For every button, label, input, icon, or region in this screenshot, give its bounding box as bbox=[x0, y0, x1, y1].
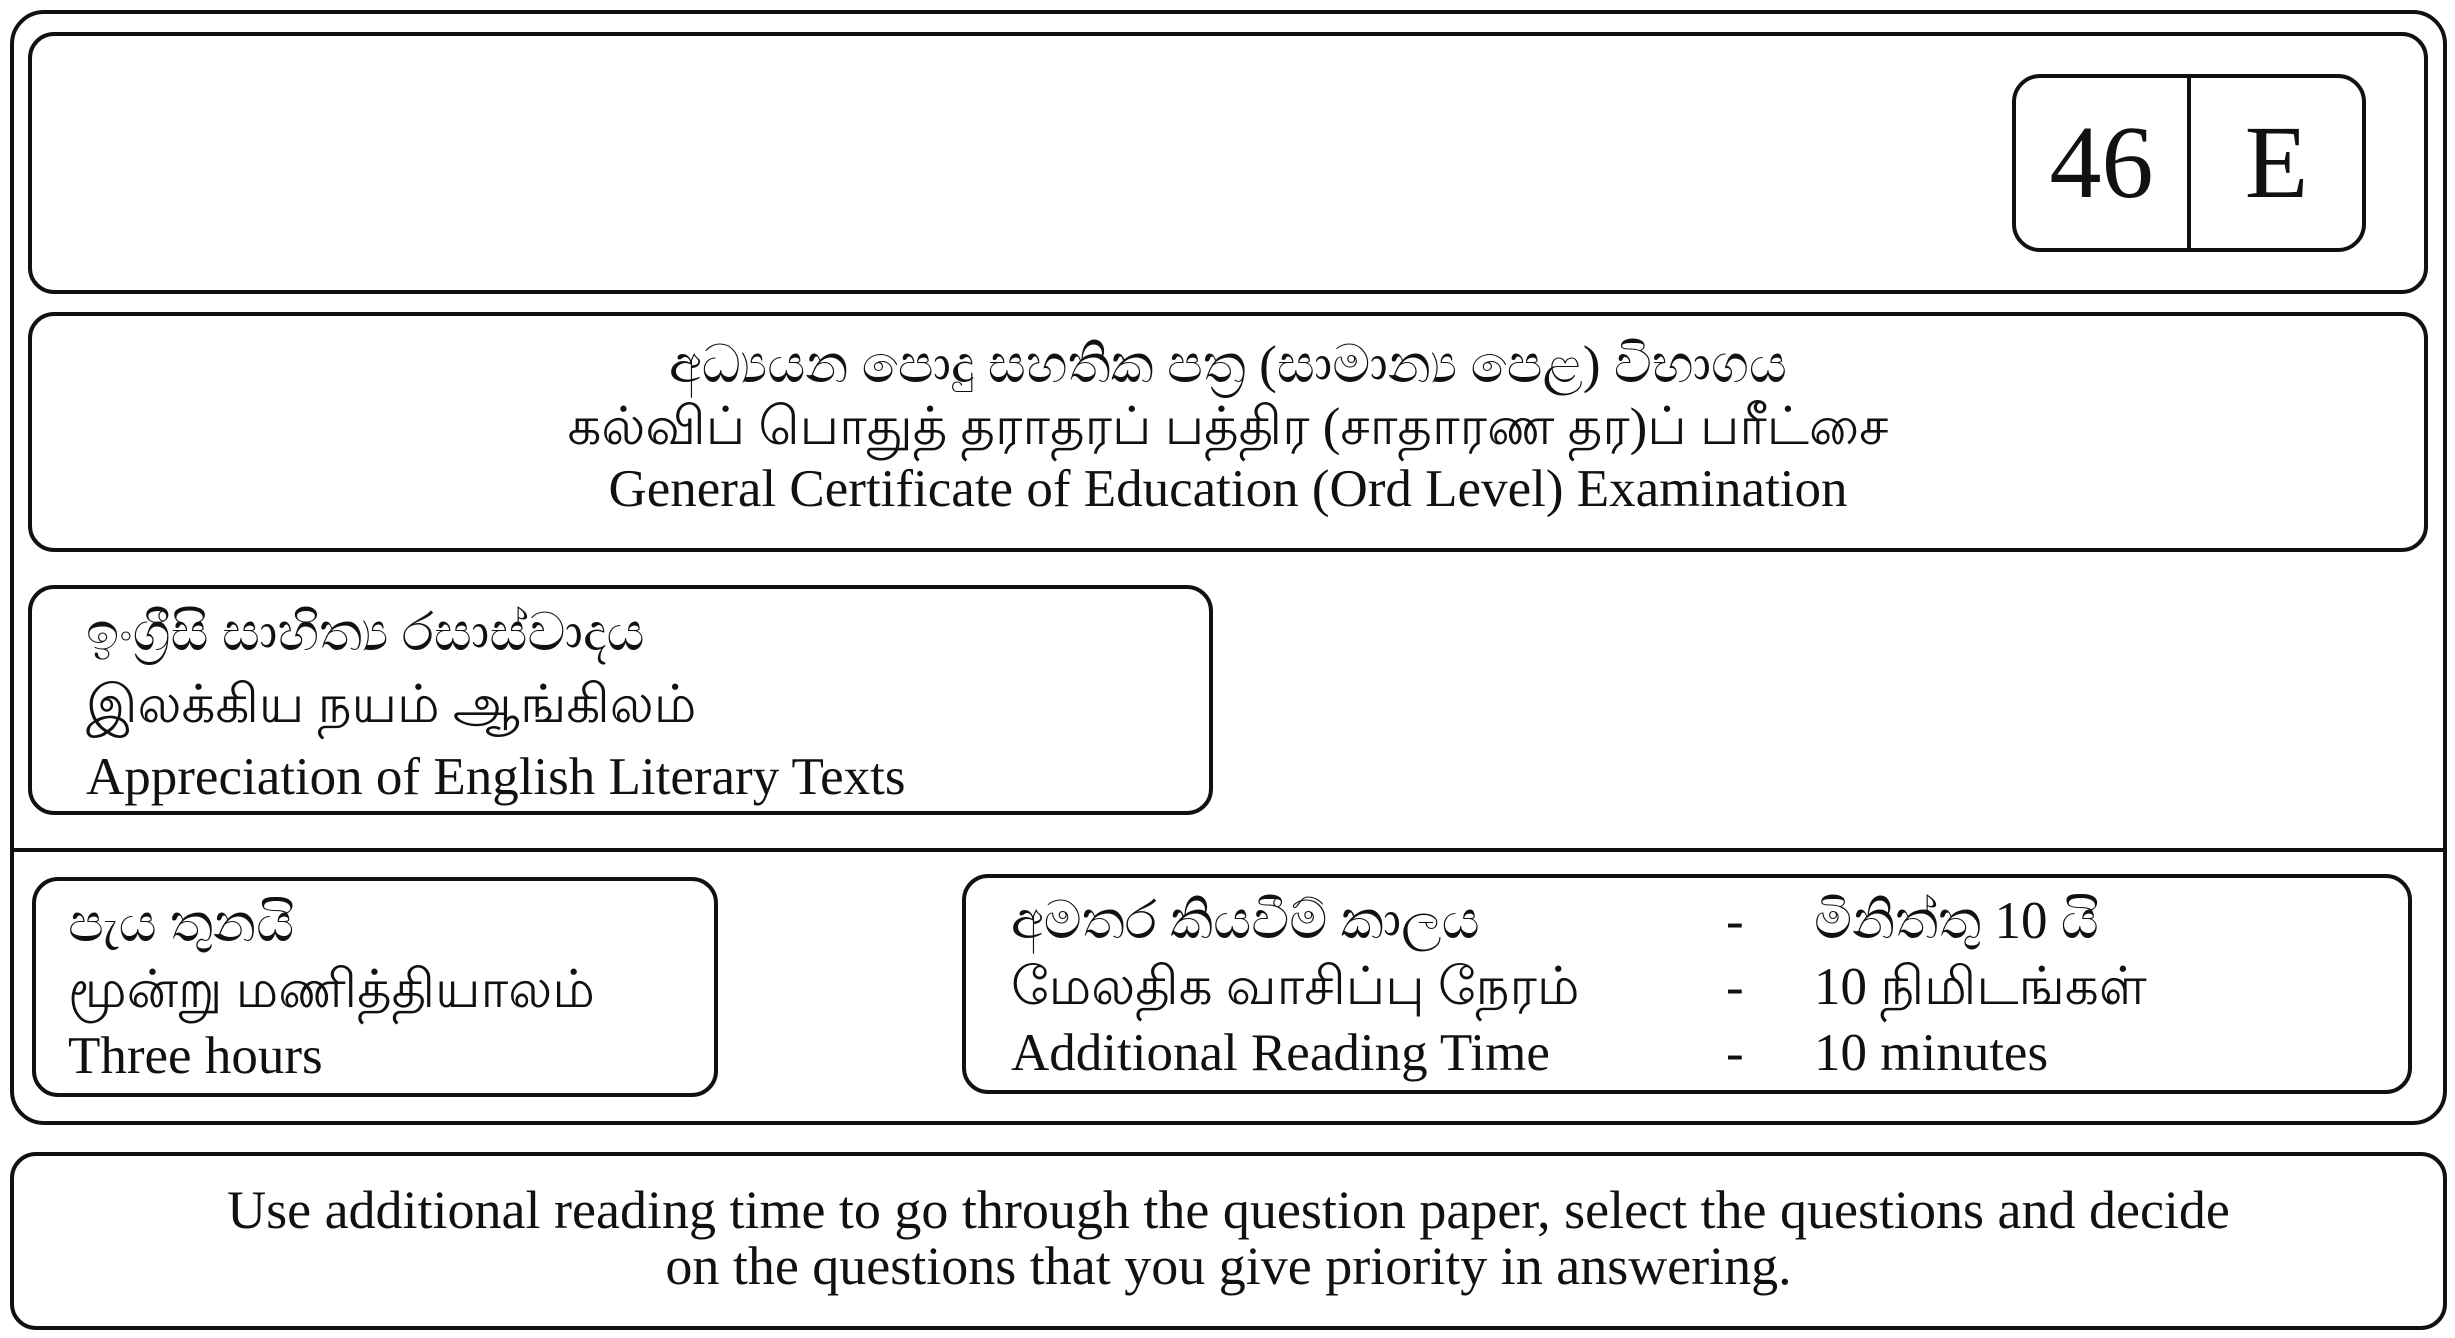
reading-time-row bbox=[966, 1020, 2408, 1086]
reading-time-value: මිනිත්තු 10 යි bbox=[1814, 892, 2099, 950]
duration-english: Three hours bbox=[68, 1027, 323, 1085]
paper-code-box bbox=[2012, 74, 2366, 252]
reading-time-box bbox=[962, 874, 2412, 1094]
exam-title-tamil: கல்விப் பொதுத் தராதரப் பத்திர (சாதாரண தர)ப் பரீட்சை bbox=[567, 398, 1889, 456]
duration-sinhala: පැය තුනයි bbox=[68, 895, 295, 953]
paper-code-number: 46 bbox=[2049, 105, 2154, 220]
reading-time-label: மேலதிக வாசிப்பு நேரம் bbox=[1011, 958, 1580, 1016]
instruction-line-2: on the questions that you give priority in answering. bbox=[665, 1236, 1792, 1296]
reading-time-label: අමතර කියවීම් කාලය bbox=[1011, 892, 1480, 950]
reading-time-dash: - bbox=[1726, 958, 1744, 1016]
section-divider bbox=[12, 848, 2445, 852]
subject-box bbox=[28, 585, 1213, 815]
exam-title-english: General Certificate of Education (Ord Level) Examination bbox=[608, 460, 1848, 518]
reading-time-label: Additional Reading Time bbox=[1011, 1024, 1550, 1082]
reading-time-value: 10 நிமிடங்கள் bbox=[1814, 958, 2147, 1016]
duration-box bbox=[32, 877, 718, 1097]
exam-title-box bbox=[28, 312, 2428, 552]
reading-time-row bbox=[966, 888, 2408, 954]
exam-title-sinhala: අධ්‍යයන පොදු සහතික පත්‍ර (සාමාන්‍ය පෙළ) විභාගය bbox=[668, 336, 1788, 394]
subject-sinhala: ඉංග්‍රීසි සාහිත්‍ය රසාස්වාදය bbox=[86, 604, 645, 662]
subject-english: Appreciation of English Literary Texts bbox=[86, 748, 906, 806]
duration-tamil: மூன்று மணித்தியாலம் bbox=[68, 961, 595, 1019]
reading-time-value: 10 minutes bbox=[1814, 1024, 2049, 1082]
subject-tamil: இலக்கிய நயம் ஆங்கிலம் bbox=[86, 676, 697, 734]
paper-code-medium: E bbox=[2187, 78, 2362, 248]
reading-time-dash: - bbox=[1726, 1024, 1744, 1082]
instruction-line-1: Use additional reading time to go through the question paper, select the questions and decide bbox=[227, 1180, 2230, 1240]
instruction-box bbox=[10, 1152, 2447, 1330]
reading-time-dash: - bbox=[1726, 892, 1744, 950]
reading-time-row bbox=[966, 954, 2408, 1020]
